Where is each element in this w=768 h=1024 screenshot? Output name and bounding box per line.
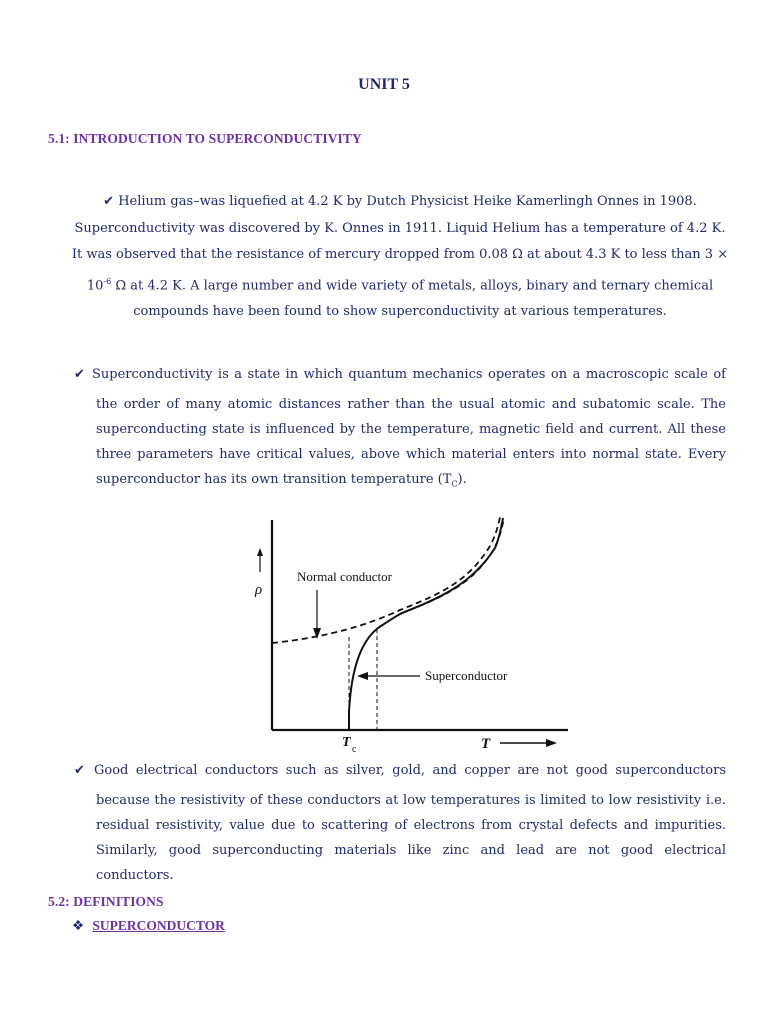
subscript: C xyxy=(451,479,458,489)
checkmark-icon: ✔ xyxy=(74,763,85,778)
definition-item-superconductor xyxy=(72,918,225,934)
paragraph-line: Superconductivity was discovered by K. Onnes in 1911. Liquid Helium has a temperature of 4.2 K. xyxy=(74,220,726,236)
bullet-continuation xyxy=(96,392,726,497)
paragraph-text: Ω at 4.2 K. A large number and wide variety of metals, alloys, binary and ternary chemical xyxy=(111,277,714,293)
paragraph-line xyxy=(60,189,740,216)
tc-label: T xyxy=(342,735,351,750)
diamond-bullet-icon: ❖ xyxy=(72,918,85,934)
paragraph-helium-history xyxy=(60,189,740,326)
superconductor-label: Superconductor xyxy=(425,668,508,683)
bullet-first-line: Superconductivity is a state in which quantum mechanics operates on a macroscopic scale of xyxy=(92,367,726,382)
y-arrow-head-icon xyxy=(257,548,263,556)
superconductor-curve xyxy=(349,518,503,730)
unit-title: UNIT 5 xyxy=(358,76,410,93)
paragraph-line: compounds have been found to show superconductivity at various temperatures. xyxy=(133,304,667,320)
resistivity-temperature-figure xyxy=(250,512,570,756)
checkmark-icon: ✔ xyxy=(74,367,85,382)
paragraph-text: 10 xyxy=(86,277,104,293)
paragraph-text: the order of many atomic distances rather than the usual atomic and subatomic scale. The superconducting state is influenced by the temperature, magnetic field and current. All these three parameters have critical values, above which material enters into normal state. Every superconductor has its own transition temperature (T xyxy=(96,397,726,487)
section-heading-introduction: 5.1: INTRODUCTION TO SUPERCONDUCTIVITY xyxy=(48,131,362,146)
bullet-good-conductors xyxy=(74,758,726,888)
exponent: -6 xyxy=(103,276,112,286)
x-axis-label: T xyxy=(481,736,491,752)
pointer-arrow-icon xyxy=(357,672,368,680)
normal-conductor-curve-offset xyxy=(400,518,504,614)
paragraph-text: ). xyxy=(457,472,467,487)
checkmark-icon: ✔ xyxy=(103,194,115,209)
tc-subscript: c xyxy=(352,744,357,755)
normal-conductor-label: Normal conductor xyxy=(297,569,392,584)
x-arrow-head-icon xyxy=(546,739,557,747)
bullet-superconducting-state xyxy=(74,362,726,497)
y-axis-label: ρ xyxy=(255,582,263,598)
bullet-first-line: Good electrical conductors such as silver, gold, and copper are not good superconductors xyxy=(94,763,726,778)
superconductor-link[interactable]: SUPERCONDUCTOR xyxy=(92,918,225,933)
section-heading-definitions: 5.2: DEFINITIONS xyxy=(48,894,164,909)
paragraph-line: It was observed that the resistance of mercury dropped from 0.08 Ω at about 4.3 K to less than 3 × xyxy=(71,247,729,262)
paragraph-text: Helium gas–was liquefied at 4.2 K by Dutch Physicist Heike Kamerlingh Onnes in 1908. xyxy=(118,194,697,209)
paragraph-line xyxy=(60,269,740,300)
bullet-continuation: because the resistivity of these conductors at low temperatures is limited to low resistivity i.e. residual resistivity, value due to scattering of electrons from crystal defects and impurities. Similarly, good superconducting materials like zinc and lead are not good electrical conductors. xyxy=(96,793,726,883)
